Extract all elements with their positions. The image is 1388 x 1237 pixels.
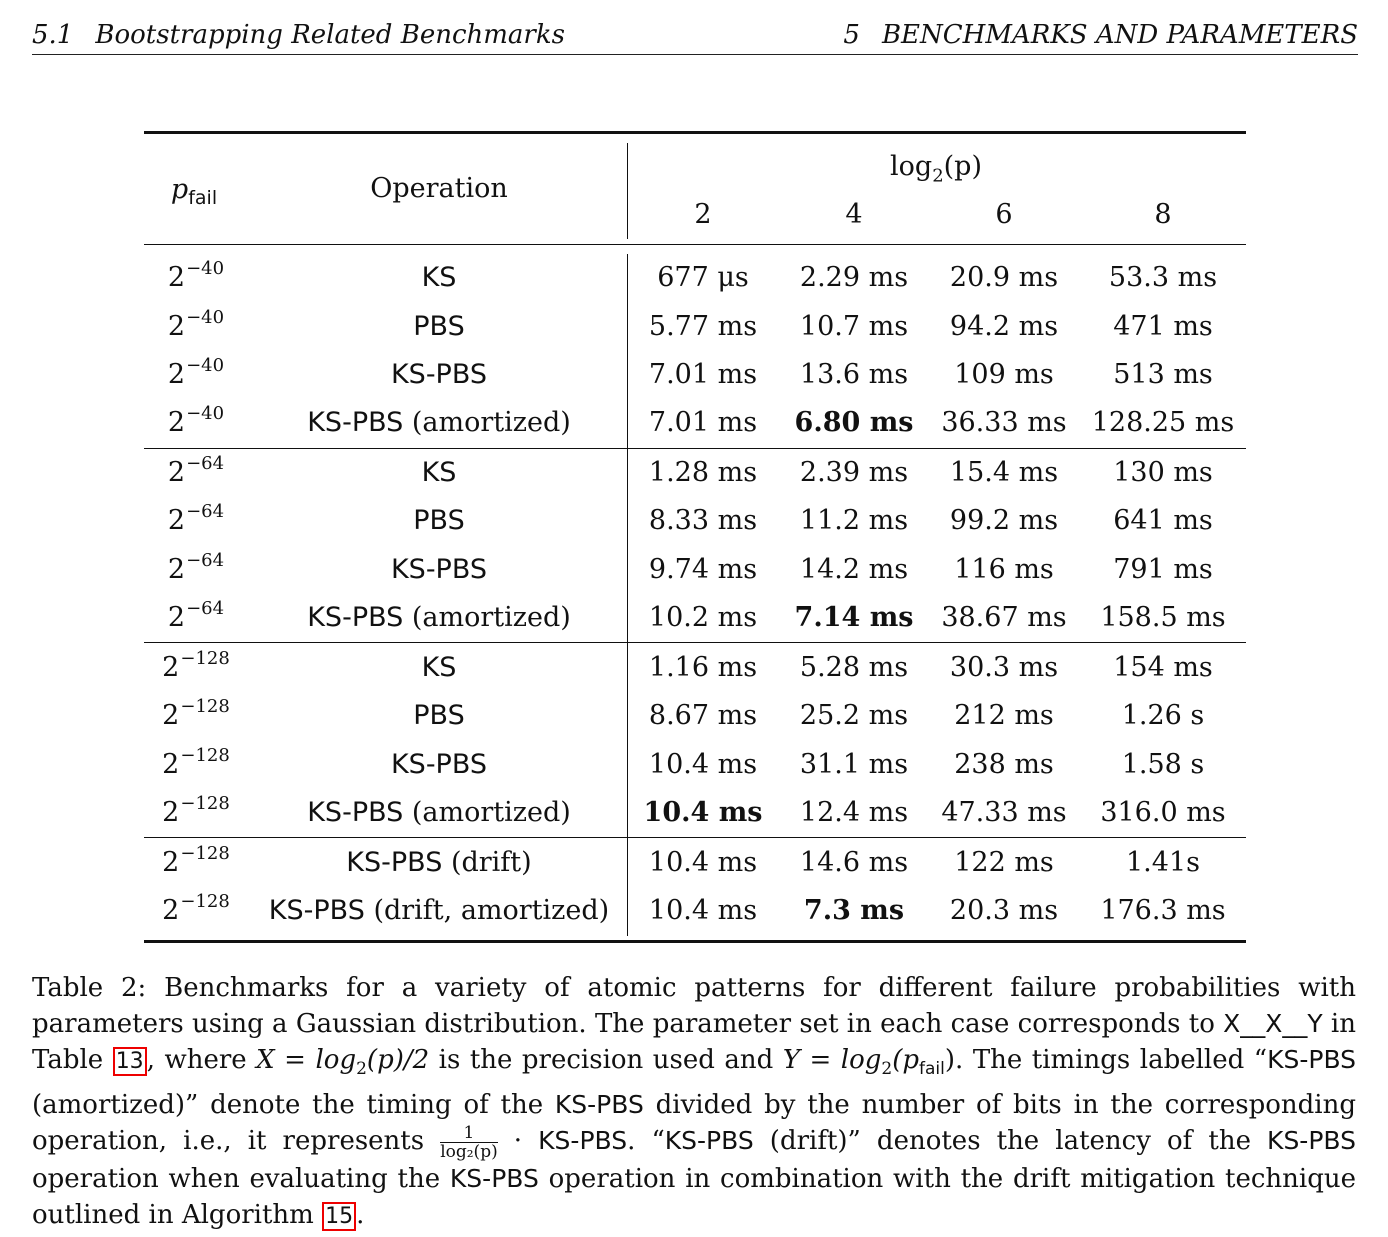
table-top-rule (144, 131, 1246, 134)
timing-cell: 130 ms (1113, 457, 1213, 488)
timing-cell: 1.16 ms (648, 652, 758, 683)
pfail-cell (162, 891, 230, 930)
pfail-base: 2 (162, 652, 180, 683)
pfail-cell (167, 598, 225, 637)
group-rule (144, 642, 1246, 643)
logp-col-header: 4 (845, 199, 863, 230)
operation-cell (346, 847, 531, 879)
pfail-exponent: −64 (186, 453, 225, 474)
pfail-cell (162, 648, 230, 687)
timing-cell: 116 ms (954, 554, 1054, 585)
pfail-base: 2 (167, 311, 186, 342)
pfail-exponent: −128 (180, 745, 230, 766)
timing-cell: 122 ms (954, 847, 1054, 878)
timing-cell: 10.2 ms (648, 602, 758, 633)
column-separator (627, 254, 628, 936)
header-chapter: 5 BENCHMARKS AND PARAMETERS (843, 20, 1358, 50)
pfail-base: 2 (162, 847, 180, 878)
pfail-cell (162, 843, 230, 882)
timing-cell: 15.4 ms (949, 457, 1059, 488)
timing-cell: 31.1 ms (799, 749, 909, 780)
operation-cell (391, 359, 487, 391)
pfail-cell (162, 696, 230, 735)
pfail-base: 2 (162, 895, 180, 926)
operation-name: PBS (413, 700, 465, 731)
logp-col-header: 8 (1154, 199, 1172, 230)
pfail-exponent: −128 (180, 891, 230, 912)
pfail-base: 2 (167, 457, 186, 488)
timing-cell: 10.4 ms (648, 847, 758, 878)
operation-cell (413, 700, 464, 732)
logp-col-header: 2 (694, 199, 712, 230)
table-bottom-rule (144, 940, 1246, 943)
operation-name: PBS (413, 505, 465, 536)
pfail-cell (162, 793, 230, 832)
timing-cell: 6.80 ms (794, 407, 914, 438)
timing-cell: 238 ms (954, 749, 1054, 780)
timing-cell: 14.2 ms (799, 554, 909, 585)
timing-cell: 10.7 ms (799, 311, 909, 342)
operation-cell (307, 797, 571, 829)
operation-suffix: (amortized) (403, 602, 571, 633)
pfail-base: 2 (167, 262, 186, 293)
timing-cell: 8.67 ms (648, 700, 758, 731)
operation-name: KS-PBS (307, 797, 404, 828)
pfail-exponent: −128 (180, 843, 230, 864)
operation-name: KS-PBS (346, 847, 443, 878)
col-header-operation: Operation (370, 173, 508, 204)
operation-name: KS (421, 262, 457, 293)
timing-cell: 99.2 ms (949, 505, 1059, 536)
timing-cell: 30.3 ms (949, 652, 1059, 683)
timing-cell: 677 μs (657, 262, 749, 293)
pfail-exponent: −128 (180, 793, 230, 814)
timing-cell: 5.28 ms (799, 652, 909, 683)
pfail-exponent: −64 (186, 550, 225, 571)
pfail-base: 2 (167, 359, 186, 390)
timing-cell: 471 ms (1113, 311, 1213, 342)
operation-cell (391, 749, 487, 781)
timing-cell: 25.2 ms (799, 700, 909, 731)
operation-suffix: (amortized) (403, 797, 571, 828)
timing-cell: 154 ms (1113, 652, 1213, 683)
operation-cell (422, 457, 457, 489)
operation-name: KS-PBS (307, 602, 404, 633)
timing-cell: 7.01 ms (648, 359, 758, 390)
table-ref-link[interactable]: 13 (113, 1047, 147, 1076)
pfail-cell (167, 355, 225, 394)
pfail-cell (167, 258, 225, 297)
timing-cell: 36.33 ms (941, 407, 1067, 438)
operation-name: KS-PBS (390, 554, 488, 585)
timing-cell: 9.74 ms (648, 554, 758, 585)
timing-cell: 109 ms (954, 359, 1054, 390)
pfail-cell (162, 745, 230, 784)
pfail-cell (167, 453, 225, 492)
operation-name: KS-PBS (390, 359, 488, 390)
pfail-base: 2 (167, 407, 186, 438)
operation-cell (307, 407, 571, 439)
timing-cell: 212 ms (954, 700, 1054, 731)
operation-suffix: (drift) (442, 847, 532, 878)
operation-suffix: (amortized) (403, 407, 571, 438)
operation-cell (413, 311, 464, 343)
table-caption: Table 2: Benchmarks for a variety of atomic patterns for different failure probabilities with parameters using a Gaussian distribution. The parameter set in each case corresponds to X__X__Y in Table 13 , where $X = \log_2(p)/2$ is the precision used and $Y = \log_2(p_{fail})$. The timings labelled “KS-PBS (amortized)” denote the timing of the KS-PBS divided by the number of bits in the corresponding operation, i.e., it represents $\frac{1}{\text{log₂(p)}}$ · KS-PBS. “KS-PBS (drift)” denotes the latency of the KS-PBS operation when evaluating the KS-PBS operation in combination with the drift mitigation technique outlined in Algorithm 15 . (32, 973, 1357, 1230)
running-header (32, 14, 1358, 55)
timing-cell: 5.77 ms (648, 311, 758, 342)
timing-cell: 1.26 s (1121, 700, 1205, 731)
timing-cell: 13.6 ms (799, 359, 909, 390)
pfail-cell (167, 307, 225, 346)
timing-cell: 94.2 ms (949, 311, 1059, 342)
column-separator (627, 143, 628, 239)
timing-cell: 513 ms (1113, 359, 1213, 390)
timing-cell: 10.4 ms (643, 797, 763, 828)
pfail-base: 2 (167, 602, 186, 633)
pfail-exponent: −64 (186, 501, 225, 522)
timing-cell: 2.39 ms (799, 457, 909, 488)
timing-cell: 10.4 ms (648, 895, 758, 926)
timing-cell: 2.29 ms (799, 262, 909, 293)
header-section: 5.1 Bootstrapping Related Benchmarks (32, 20, 565, 50)
group-rule (144, 448, 1246, 449)
pfail-cell (167, 501, 225, 540)
timing-cell: 791 ms (1113, 554, 1213, 585)
operation-name: PBS (413, 311, 465, 342)
operation-name: KS-PBS (307, 407, 404, 438)
timing-cell: 12.4 ms (799, 797, 909, 828)
operation-suffix: (drift, amortized) (364, 895, 610, 926)
col-header-pfail: $p_{fail}$ (170, 174, 218, 209)
header-rule (144, 244, 1246, 245)
timing-cell: 14.6 ms (799, 847, 909, 878)
pfail-base: 2 (162, 797, 180, 828)
pfail-base: 2 (162, 700, 180, 731)
timing-cell: 53.3 ms (1108, 262, 1218, 293)
pfail-base: 2 (167, 505, 186, 536)
timing-cell: 11.2 ms (799, 505, 909, 536)
timing-cell: 38.67 ms (941, 602, 1067, 633)
fraction: $\frac{1}{\text{log₂(p)}}$ (440, 1122, 498, 1162)
timing-cell: 8.33 ms (648, 505, 758, 536)
timing-cell: 128.25 ms (1091, 407, 1235, 438)
timing-cell: 641 ms (1113, 505, 1213, 536)
operation-cell (413, 505, 464, 537)
timing-cell: 158.5 ms (1100, 602, 1226, 633)
timing-cell: 7.01 ms (648, 407, 758, 438)
pfail-exponent: −40 (186, 307, 225, 328)
pfail-cell (167, 403, 225, 442)
timing-cell: 1.28 ms (648, 457, 758, 488)
operation-name: KS (421, 457, 457, 488)
group-rule (144, 837, 1246, 838)
pfail-cell (167, 550, 225, 589)
timing-cell: 47.33 ms (941, 797, 1067, 828)
timing-cell: 7.3 ms (803, 895, 905, 926)
operation-cell (269, 895, 609, 927)
pfail-exponent: −40 (186, 258, 225, 279)
pfail-exponent: −40 (186, 403, 225, 424)
timing-cell: 20.9 ms (949, 262, 1059, 293)
operation-cell (422, 262, 457, 294)
logp-col-header: 6 (995, 199, 1013, 230)
algorithm-ref-link[interactable]: 15 (322, 1202, 356, 1231)
pfail-exponent: −128 (180, 648, 230, 669)
operation-cell (307, 602, 571, 634)
pfail-base: 2 (162, 749, 180, 780)
pfail-exponent: −40 (186, 355, 225, 376)
timing-cell: 20.3 ms (949, 895, 1059, 926)
col-header-logp: $\log_2(p)$ (890, 151, 982, 187)
timing-cell: 7.14 ms (794, 602, 914, 633)
timing-cell: 1.58 s (1121, 749, 1205, 780)
operation-cell (422, 652, 457, 684)
operation-name: KS-PBS (268, 895, 365, 926)
timing-cell: 176.3 ms (1100, 895, 1226, 926)
pfail-exponent: −128 (180, 696, 230, 717)
timing-cell: 10.4 ms (648, 749, 758, 780)
operation-cell (391, 554, 487, 586)
timing-cell: 1.41s (1126, 847, 1200, 878)
pfail-base: 2 (167, 554, 186, 585)
operation-name: KS-PBS (390, 749, 488, 780)
pfail-exponent: −64 (186, 598, 225, 619)
timing-cell: 316.0 ms (1100, 797, 1226, 828)
operation-name: KS (421, 652, 457, 683)
